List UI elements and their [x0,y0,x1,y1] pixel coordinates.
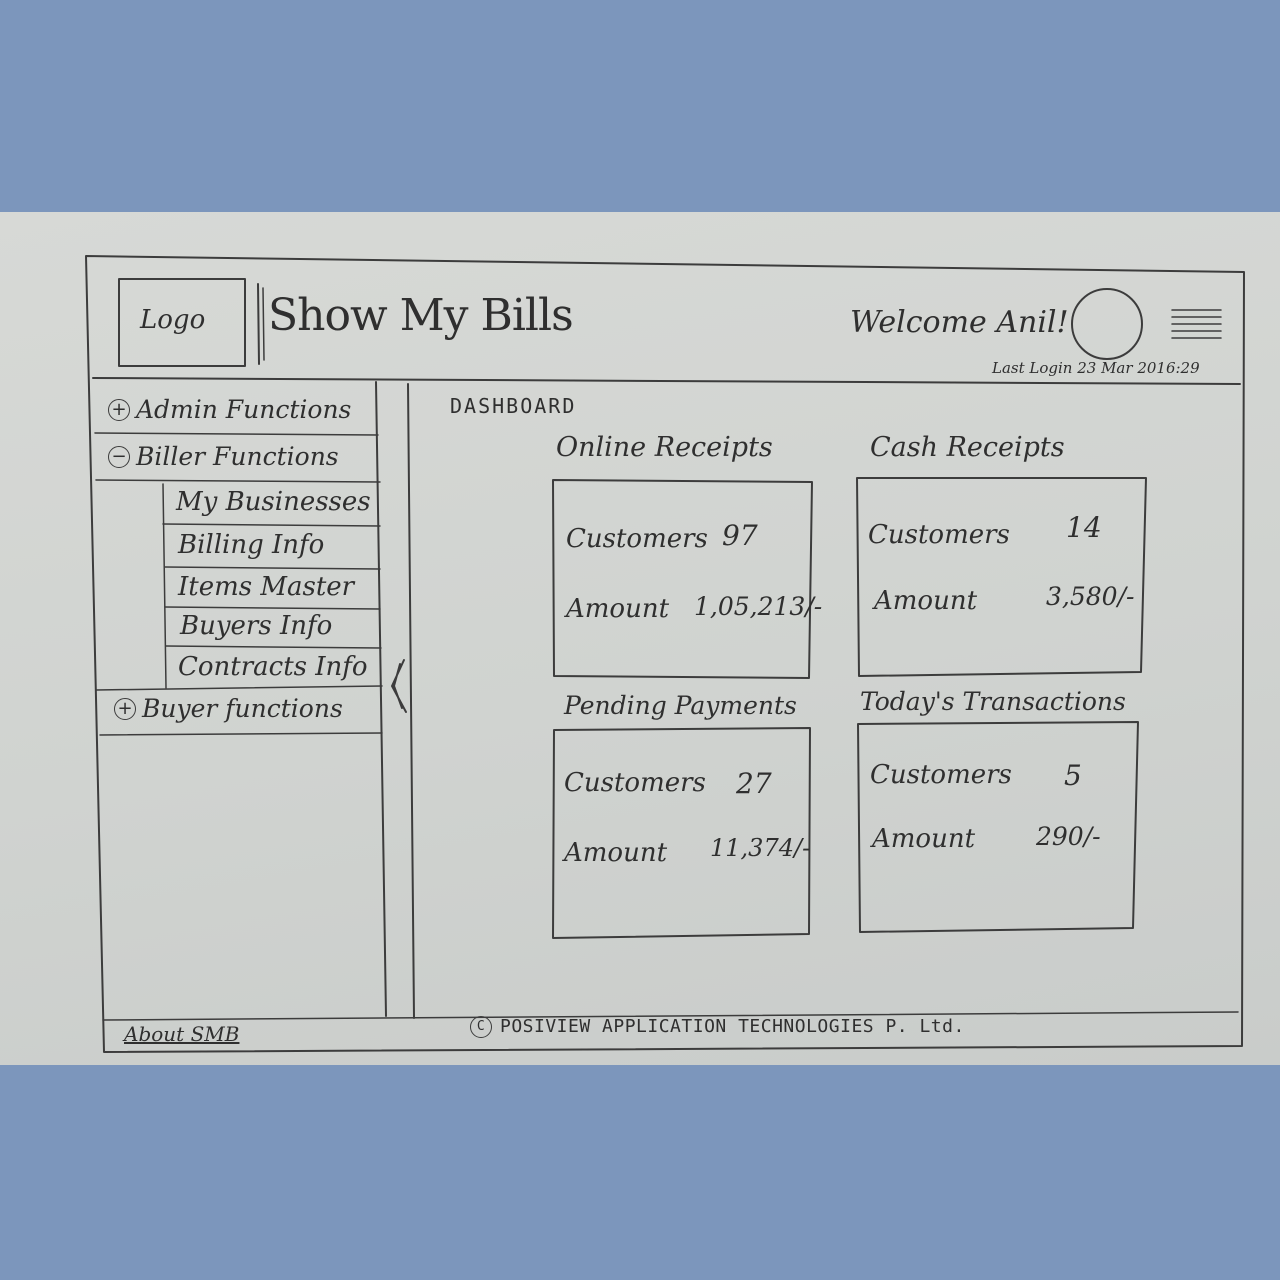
collapse-minus-icon[interactable]: − [108,446,130,468]
app-title: Show My Bills [268,290,573,341]
card-online-box [553,480,812,678]
hamburger-menu-icon[interactable] [1172,310,1221,338]
expand-plus-icon[interactable]: + [108,399,130,421]
copyright [470,1016,965,1038]
copyright-text: POSIVIEW APPLICATION TECHNOLOGIES P. Ltd. [500,1016,965,1037]
avatar[interactable] [1072,289,1142,359]
amount-label: Amount [874,586,978,616]
customers-value: 5 [1064,759,1082,792]
expand-plus-icon[interactable]: + [114,698,136,720]
customers-label: Customers [870,760,1012,790]
card-title-pending-payments: Pending Payments [564,691,797,720]
customers-label: Customers [566,524,708,554]
sidebar-item-biller-functions[interactable] [108,444,339,469]
sidebar-subitem-items-master[interactable]: Items Master [178,572,355,602]
card-cash-box [857,478,1146,676]
sidebar-subitem-contracts-info[interactable]: Contracts Info [178,652,368,682]
amount-label: Amount [566,594,670,624]
sidebar-item-label: Buyer functions [142,694,343,723]
page-title: DASHBOARD [450,394,577,418]
amount-label: Amount [872,824,976,854]
card-title-todays-transactions: Today's Transactions [860,687,1126,716]
sidebar-item-admin-functions[interactable] [108,397,351,422]
sidebar-item-label: Admin Functions [136,395,352,424]
sidebar-item-buyer-functions[interactable] [114,696,343,721]
sidebar-subitem-buyers-info[interactable]: Buyers Info [180,611,333,641]
logo-text[interactable]: Logo [140,305,206,335]
sidebar-subitem-billing-info[interactable]: Billing Info [178,530,325,560]
last-login: Last Login 23 Mar 2016:29 [992,359,1200,377]
customers-value: 27 [736,767,772,800]
card-title-online-receipts: Online Receipts [556,432,773,463]
customers-value: 97 [722,519,758,552]
sidebar-subitem-my-businesses[interactable]: My Businesses [176,487,371,517]
copyright-icon: C [470,1016,492,1038]
customers-value: 14 [1066,511,1102,544]
amount-value: 3,580/- [1046,582,1135,611]
about-link[interactable]: About SMB [124,1022,240,1046]
welcome-message: Welcome Anil! [850,305,1069,340]
amount-value: 290/- [1036,822,1101,851]
amount-value: 11,374/- [710,834,811,862]
amount-value: 1,05,213/- [694,592,823,621]
card-title-cash-receipts: Cash Receipts [870,432,1065,463]
collapse-chevron-icon [392,660,406,712]
customers-label: Customers [868,520,1010,550]
card-pending-box [553,728,810,938]
customers-label: Customers [564,768,706,798]
amount-label: Amount [564,838,668,868]
sidebar-item-label: Biller Functions [136,442,339,471]
